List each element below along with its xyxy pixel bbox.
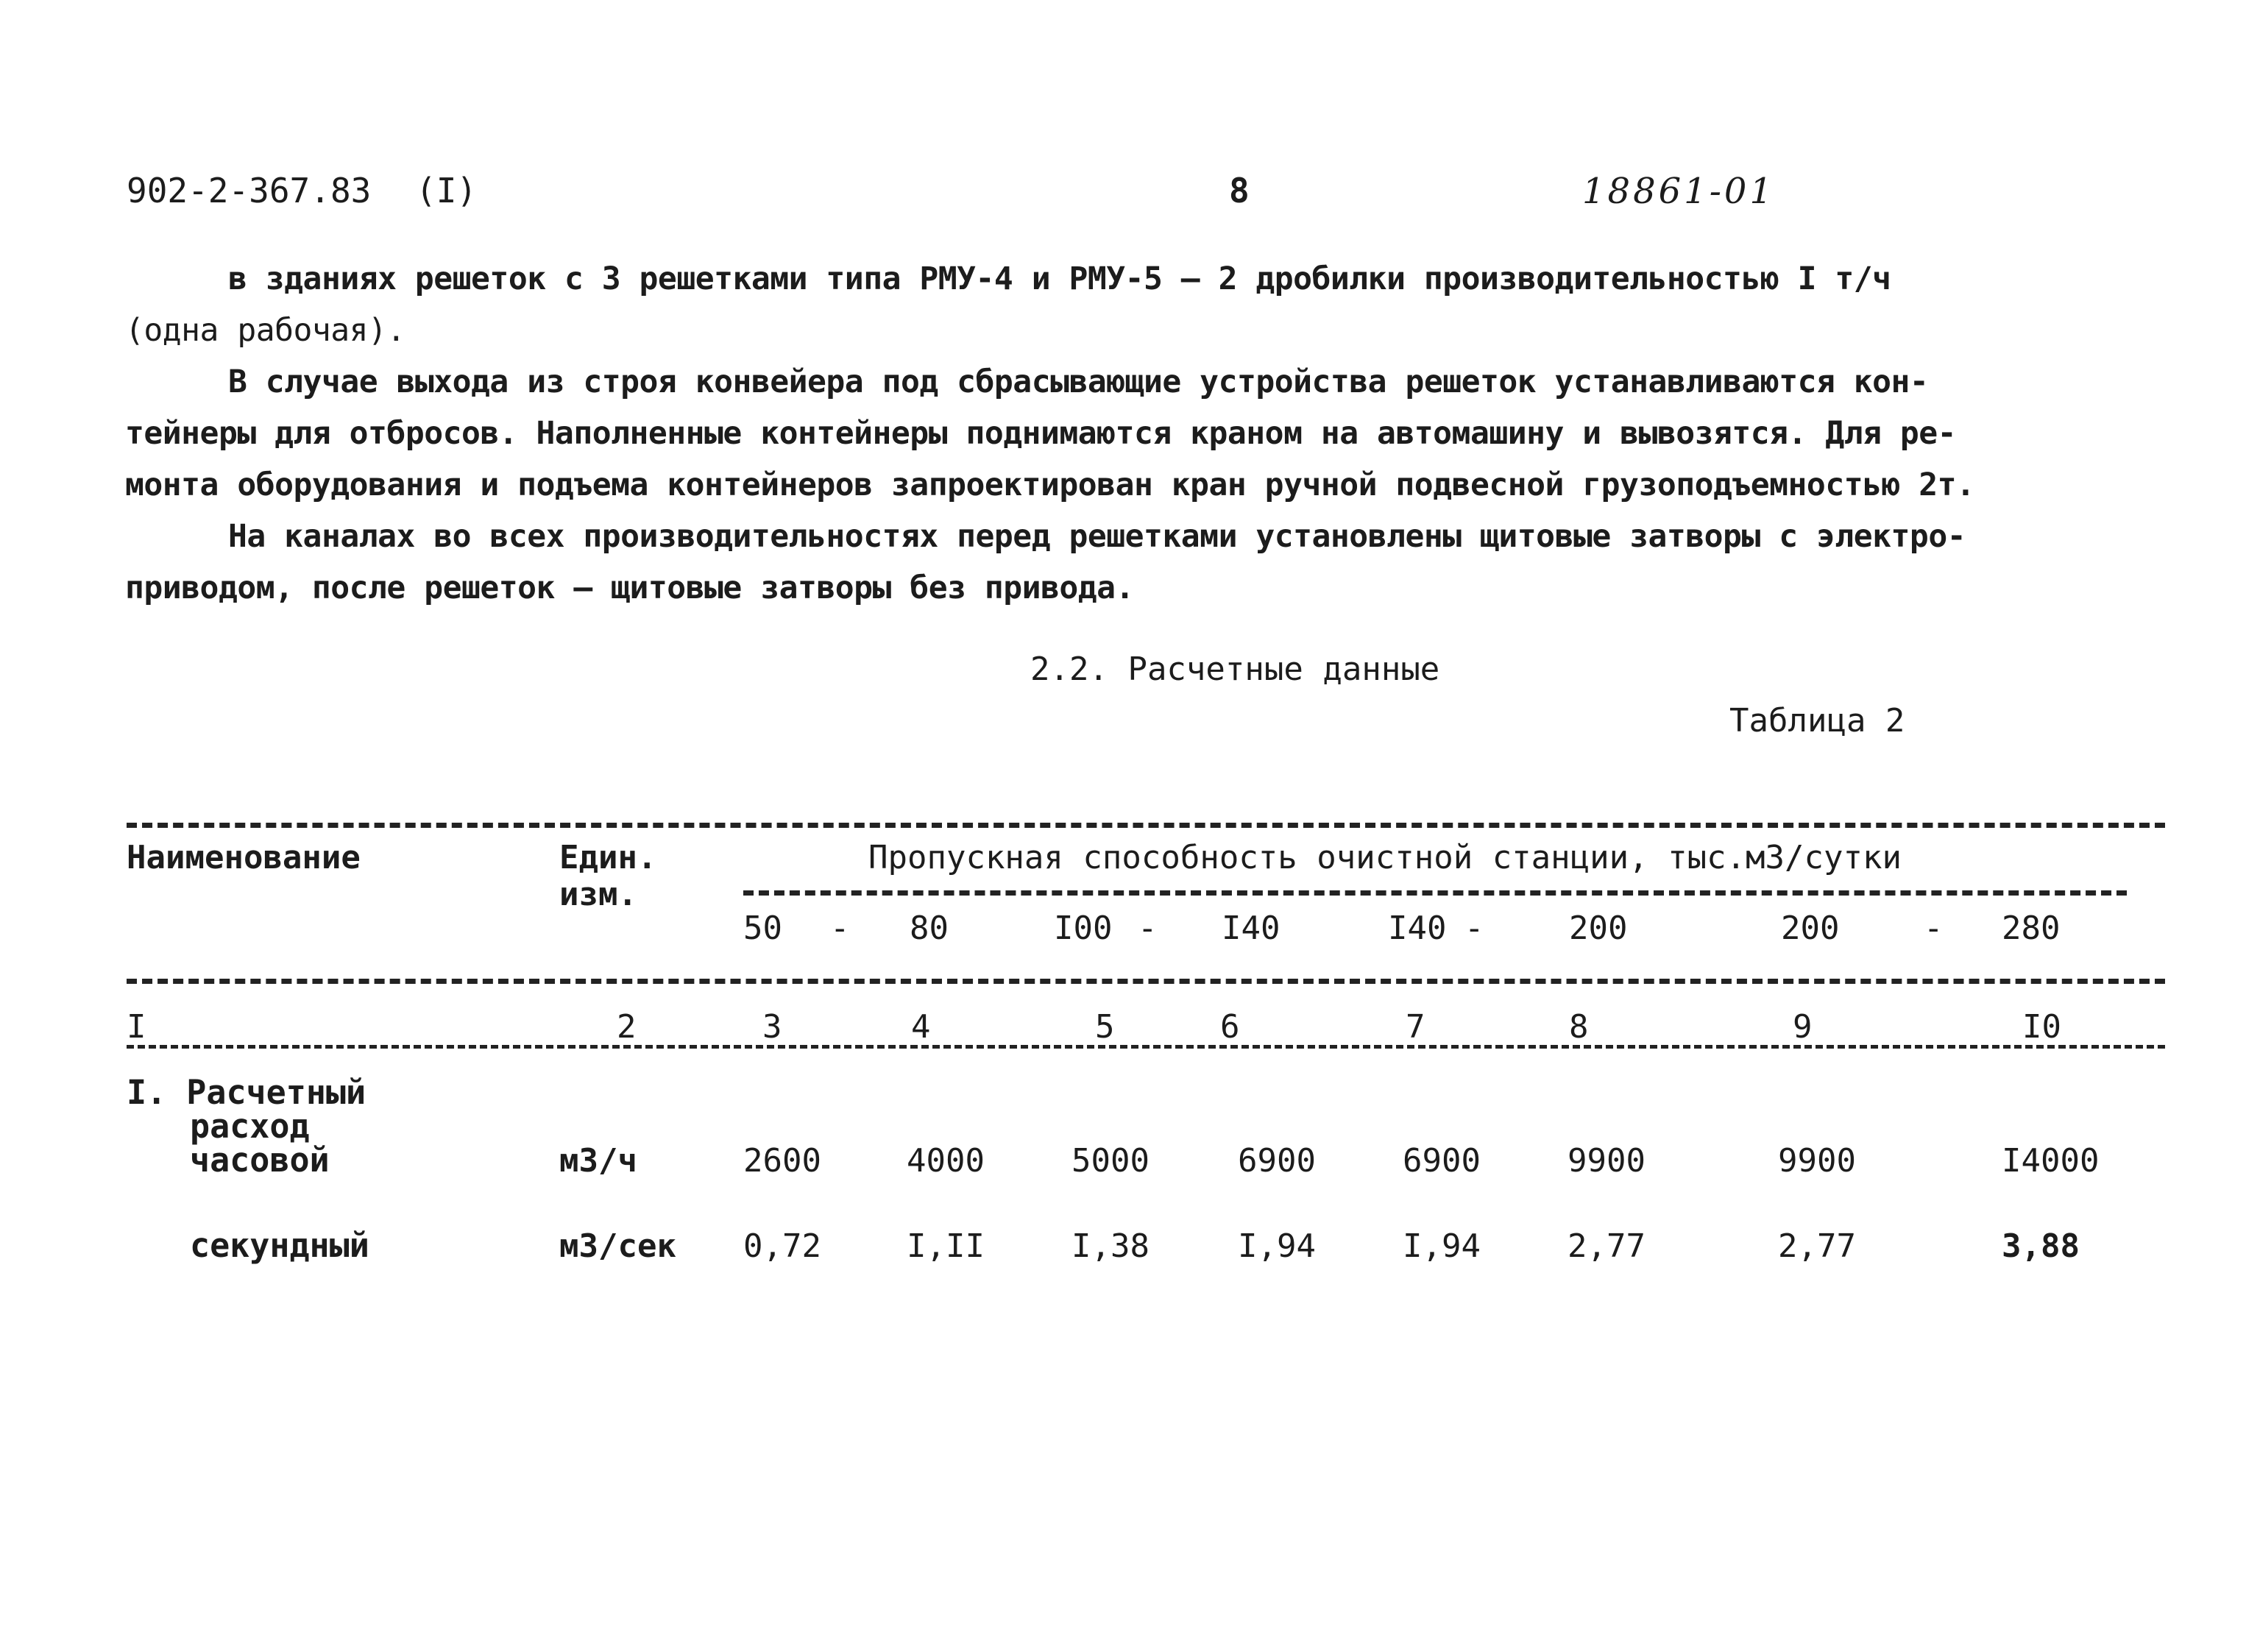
paragraph-line-3: В случае выхода из строя конвейера под сбрасывающие устройства решеток устанавливаются кон- [228,364,1929,400]
paragraph-line-2: (одна рабочая). [125,312,405,349]
paragraph-line-6: На каналах во всех производительностях перед решетками установлены щитовые затворы с электро- [228,518,1966,555]
row-name-secondly: секундный [190,1226,369,1265]
range-3-sep: - [1464,910,1484,947]
paragraph-line-1: в зданиях решеток с 3 решетками типа РМУ-4 и РМУ-5 – 2 дробилки производительностью I т/ч [228,260,1891,297]
range-2-sep: - [1138,910,1158,947]
page-number: 8 [1229,171,1250,210]
column-number: 9 [1793,1008,1813,1046]
column-number: 5 [1095,1008,1115,1046]
row-unit-hourly: м3/ч [559,1142,637,1180]
paragraph-line-4: тейнеры для отбросов. Наполненные контейнеры поднимаются краном на автомашину и вывозятся. Для ре- [125,415,1957,452]
table-cell: 9900 [1568,1142,1646,1180]
range-2-from: I00 [1054,910,1113,947]
range-4-from: 200 [1781,910,1840,947]
handwritten-number: 18861-01 [1582,171,1775,212]
column-number-rule [127,1045,2165,1049]
column-number: 4 [911,1008,931,1046]
table-cell: 2,77 [1778,1227,1856,1265]
column-number: 2 [617,1008,637,1046]
range-1-sep: - [830,910,850,947]
range-3-to: 200 [1569,910,1628,947]
table-cell: 2600 [743,1142,821,1180]
table-cell: 6900 [1238,1142,1316,1180]
range-1-from: 50 [743,910,782,947]
range-2-to: I40 [1222,910,1280,947]
header-unit-line1: Един. [559,839,657,876]
paragraph-line-7: приводом, после решеток – щитовые затворы без привода. [125,570,1134,606]
column-number: 6 [1220,1008,1240,1046]
row-unit-secondly: м3/сек [559,1227,676,1265]
header-unit-line2: изм. [559,876,637,913]
row-name-hourly: часовой [190,1141,330,1180]
paragraph-line-5: монта оборудования и подъема контейнеров запроектирован кран ручной подвесной грузоподъемностью 2т. [125,467,1975,503]
column-number: 8 [1569,1008,1589,1046]
table-cell: I,94 [1238,1227,1316,1265]
table-cell: 6900 [1403,1142,1481,1180]
table-cell: I,38 [1071,1227,1150,1265]
table-cell: I4000 [2002,1142,2100,1180]
table-cell: I,94 [1403,1227,1481,1265]
range-3-from: I40 [1388,910,1447,947]
column-number: 3 [762,1008,782,1046]
range-1-to: 80 [910,910,949,947]
column-number: I [127,1008,146,1046]
table-cell: I,II [907,1227,985,1265]
group-title-line1: I. Расчетный [127,1073,366,1112]
header-capacity: Пропускная способность очистной станции, тыс.м3/сутки [868,839,1902,876]
table-cell: 5000 [1071,1142,1150,1180]
table-cell: 2,77 [1568,1227,1646,1265]
table-cell: 9900 [1778,1142,1856,1180]
table-cell: 4000 [907,1142,985,1180]
range-4-sep: - [1924,910,1944,947]
table-cell: 3,88 [2002,1227,2080,1265]
header-bottom-rule [127,979,2165,984]
column-number: I0 [2022,1008,2061,1046]
group-title-line2: расход [190,1107,310,1146]
table-caption: Таблица 2 [1729,702,1905,740]
range-4-to: 280 [2002,910,2061,947]
column-number: 7 [1406,1008,1425,1046]
header-name: Наименование [127,839,361,876]
document-part: (I) [416,171,478,210]
table-top-rule [127,823,2165,828]
document-code: 902-2-367.83 [127,171,372,210]
table-cell: 0,72 [743,1227,821,1265]
section-title: 2.2. Расчетные данные [1030,650,1440,688]
capacity-rule [743,890,2127,896]
